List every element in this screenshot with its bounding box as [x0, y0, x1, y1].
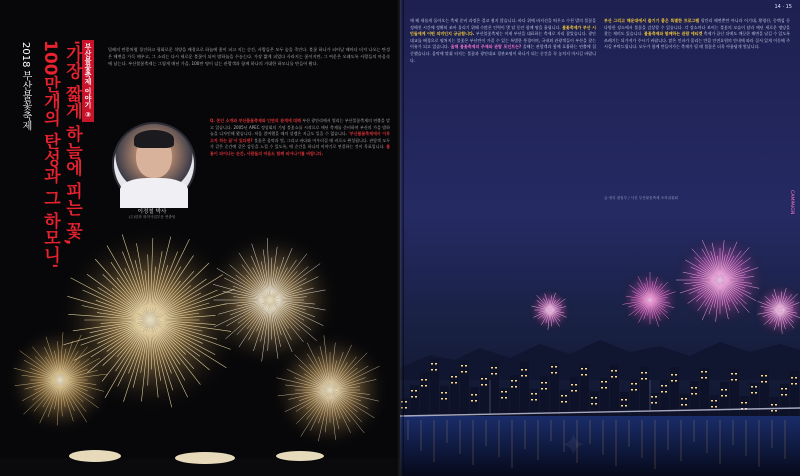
building: [580, 364, 589, 416]
window-light: [631, 383, 633, 385]
window-light: [761, 381, 763, 383]
building: [720, 382, 729, 416]
building: [460, 360, 469, 416]
window-light: [451, 376, 453, 378]
building: [410, 385, 419, 416]
r-col1-question-2: 올해 불꽃축제의 주제와 관람 포인트는?: [450, 44, 522, 50]
window-light: [421, 385, 423, 387]
window-light: [651, 402, 653, 404]
window-light: [675, 374, 677, 376]
window-light: [555, 372, 557, 374]
window-light: [541, 382, 543, 384]
page-gutter: [396, 0, 404, 476]
window-light: [435, 369, 437, 371]
window-light: [621, 405, 623, 407]
window-light: [705, 371, 707, 373]
window-light: [405, 407, 407, 409]
window-light: [681, 404, 683, 406]
window-light: [605, 381, 607, 383]
window-light: [625, 405, 627, 407]
window-light: [545, 382, 547, 384]
title-line-1: '가장 짧게 하늘에 피는 꽃,: [62, 40, 82, 246]
window-light: [425, 379, 427, 381]
right-column-2: [604, 18, 790, 51]
building: [770, 397, 779, 416]
window-light: [501, 397, 503, 399]
window-light: [485, 384, 487, 386]
building: [490, 361, 499, 416]
window-light: [485, 378, 487, 380]
window-light: [565, 401, 567, 403]
window-light: [411, 396, 413, 398]
window-light: [591, 403, 593, 405]
building: [740, 396, 749, 416]
window-light: [465, 371, 467, 373]
title-line-2: 100만개의 탄성과 그 하모니': [40, 40, 60, 269]
window-light: [655, 402, 657, 404]
window-light: [475, 394, 477, 396]
window-light: [645, 378, 647, 380]
building: [450, 373, 459, 416]
window-light: [765, 381, 767, 383]
window-light: [755, 386, 757, 388]
window-light: [711, 406, 713, 408]
window-light: [731, 373, 733, 375]
window-light: [701, 377, 703, 379]
building: [700, 368, 709, 416]
window-light: [515, 380, 517, 382]
window-light: [445, 398, 447, 400]
window-light: [581, 368, 583, 370]
question-2: '부산불꽃축제에서 이루고자 하는 꿈'이 있다면?: [210, 131, 390, 143]
answer-2: 불꽃은 음악과 빛, 그리고 바다와 어우러질 때 비로소 완성됩니다. 관람객 모두가 같은 순간에 같은 감동을 느낄 수 있도록, 매 순간을 하나의 이야기로 연결하는 것이 목표입니다.: [210, 137, 390, 150]
window-light: [495, 367, 497, 369]
r-col2-text-b: 축제가 끝난 뒤에도 깨끗한 해변을 남길 수 있도록 쓰레기는 되가져가 주시기 바랍니다. 많은 인파가 몰리는 만큼 안전요원의 안내에 따라 질서 있게 이동해 주시길 부탁드립니다. 모두가 함께 만들어가는 축제가 될 때 불꽃은 더욱 아름답게 빛납니다.: [604, 31, 791, 50]
window-light: [491, 367, 493, 369]
window-light: [411, 390, 413, 392]
window-light: [795, 383, 797, 385]
window-light: [775, 410, 777, 412]
building: [570, 377, 579, 416]
r-col1-text-c: 올해는 관람객과 함께 호흡하는 연출에 집중했습니다. 음악에 맞춰 터지는 불꽃과 광안대교 경관조명이 하나가 되는 순간을 꼭 놓치지 마시길 바랍니다.: [410, 44, 597, 63]
window-light: [491, 373, 493, 375]
right-page: [400, 0, 800, 476]
window-light: [481, 378, 483, 380]
window-light: [625, 399, 627, 401]
window-light: [535, 393, 537, 395]
window-light: [511, 386, 513, 388]
window-light: [521, 369, 523, 371]
window-light: [621, 399, 623, 401]
window-light: [531, 393, 533, 395]
portrait-role: (주)한화 화약사업부문 연출팀: [128, 215, 176, 219]
building: [710, 395, 719, 416]
window-light: [405, 401, 407, 403]
window-light: [711, 400, 713, 402]
window-light: [631, 389, 633, 391]
window-light: [565, 395, 567, 397]
window-light: [771, 404, 773, 406]
window-light: [575, 390, 577, 392]
window-light: [561, 401, 563, 403]
window-light: [541, 388, 543, 390]
lead-paragraph: 밀레의 만종처럼 경건하고 평화로운 석양을 배경으로 하늘에 꽃이 피고 지는 순간, 사람들은 모두 숨을 죽인다. 불꽃 하나가 피어날 때마다 터져 나오는 탄성은 해변을 가득 메우고, 그 소리는 다시 새로운 불꽃이 되어 밤하늘을 수놓는다. 가장 짧게 피었다 사라지는 꽃이지만, 그 여운은 오래도록 사람들의 마음속에 남는다. 부산불꽃축제는 그렇게 매년 가을, 100만 명이 넘는 관람객과 함께 하나의 거대한 하모니를 만들어 왔다.: [108, 47, 390, 67]
series-label: 부산불꽃축제 이야기 ③: [82, 40, 94, 122]
window-light: [695, 393, 697, 395]
window-light: [685, 404, 687, 406]
page-number: 14 · 15: [774, 4, 792, 10]
window-light: [671, 380, 673, 382]
window-light: [455, 382, 457, 384]
left-body-column: [210, 118, 390, 158]
window-light: [451, 382, 453, 384]
window-light: [595, 397, 597, 399]
window-light: [435, 363, 437, 365]
window-light: [511, 380, 513, 382]
question-1: Q. 본인 소개와 부산불꽃축제와 인연의 관계에 대해: [210, 118, 301, 123]
window-light: [525, 369, 527, 371]
window-light: [445, 392, 447, 394]
window-light: [575, 384, 577, 386]
window-light: [765, 375, 767, 377]
window-light: [615, 370, 617, 372]
window-light: [725, 389, 727, 391]
window-light: [611, 370, 613, 372]
window-light: [641, 372, 643, 374]
window-light: [455, 376, 457, 378]
portrait-shirt: [120, 178, 188, 208]
window-light: [675, 380, 677, 382]
window-light: [595, 403, 597, 405]
window-light: [525, 375, 527, 377]
window-light: [635, 383, 637, 385]
window-light: [505, 391, 507, 393]
window-light: [495, 373, 497, 375]
window-light: [655, 396, 657, 398]
window-light: [665, 385, 667, 387]
right-column-1: [410, 18, 596, 64]
photo-credit: 글·정리 편집부 / 사진 부산불꽃축제 조직위원회: [604, 196, 679, 200]
building: [610, 365, 619, 416]
window-light: [501, 391, 503, 393]
window-light: [415, 396, 417, 398]
fireworks-illustration: [0, 230, 400, 476]
window-light: [721, 389, 723, 391]
window-light: [601, 387, 603, 389]
window-light: [585, 374, 587, 376]
window-light: [415, 390, 417, 392]
window-light: [465, 365, 467, 367]
window-light: [751, 392, 753, 394]
window-light: [425, 385, 427, 387]
window-light: [681, 398, 683, 400]
window-light: [691, 393, 693, 395]
building: [430, 359, 439, 416]
building: [440, 386, 449, 416]
window-light: [581, 374, 583, 376]
window-light: [461, 371, 463, 373]
window-light: [735, 379, 737, 381]
window-light: [781, 394, 783, 396]
window-light: [771, 410, 773, 412]
portrait-name: 이정철 박사: [137, 209, 167, 215]
building: [550, 363, 559, 416]
window-light: [661, 391, 663, 393]
window-light: [731, 379, 733, 381]
window-light: [585, 368, 587, 370]
window-light: [475, 400, 477, 402]
window-light: [545, 388, 547, 390]
building: [600, 378, 609, 416]
window-light: [471, 400, 473, 402]
side-label: CAMPAIGN: [789, 190, 794, 215]
window-light: [471, 394, 473, 396]
window-light: [611, 376, 613, 378]
window-light: [635, 389, 637, 391]
window-light: [651, 396, 653, 398]
window-light: [735, 373, 737, 375]
window-light: [641, 378, 643, 380]
window-light: [431, 363, 433, 365]
window-light: [745, 402, 747, 404]
building: [420, 372, 429, 416]
window-light: [431, 369, 433, 371]
window-light: [551, 366, 553, 368]
window-light: [481, 384, 483, 386]
window-light: [601, 381, 603, 383]
window-light: [531, 399, 533, 401]
portrait-hair: [134, 130, 174, 148]
portrait-photo: [112, 122, 196, 206]
window-light: [505, 397, 507, 399]
window-light: [695, 387, 697, 389]
window-light: [795, 377, 797, 379]
window-light: [441, 392, 443, 394]
window-light: [615, 376, 617, 378]
window-light: [761, 375, 763, 377]
window-light: [515, 386, 517, 388]
window-light: [755, 392, 757, 394]
vertical-title-block: [12, 40, 102, 269]
r-col2-question: 부산 그리고 해운대에서 즐기기 좋은 특별한 프로그램: [604, 18, 700, 23]
window-light: [791, 383, 793, 385]
r-col2-text-a: 광안리 해변뿐만 아니라 이기대, 황령산, 동백섬 등 다양한 장소에서 불꽃을 감상할 수 있습니다. 각 장소마다 보이는 불꽃의 모습이 달라 매년 새로운 명당을 찾는 재미도 있습니다.: [604, 18, 790, 37]
r-col1-question: 불꽃축제가 부산 시민들에게 어떤 의미인지 궁금합니다.: [410, 24, 596, 37]
window-light: [591, 397, 593, 399]
window-light: [671, 374, 673, 376]
closing-highlight: 불꽃이 피어나는 순간, 사람들의 마음도 함께 피어나기를 바랍니다.: [210, 144, 390, 156]
window-light: [715, 400, 717, 402]
window-light: [701, 371, 703, 373]
window-light: [785, 394, 787, 396]
answer-1: 부산 광안리에서 열리는 부산불꽃축제의 연출을 맡고 있습니다. 2005년 APEC 정상회의 기념 불꽃쇼를 시작으로 매년 축제를 준비하며 부산의 가을 밤하늘을 디자인해 왔습니다. 처음 참여했을 때의 설렘은 지금도 잊을 수 없습니다.: [210, 118, 390, 137]
watermark: ✦: [560, 426, 587, 464]
window-light: [741, 402, 743, 404]
title-subtitle: 2018 부산불꽃축제: [20, 42, 31, 131]
window-light: [791, 377, 793, 379]
building: [480, 374, 489, 416]
building: [630, 379, 639, 416]
window-light: [715, 406, 717, 408]
r-col1-text-a: 매 해 새롭게 돌아오는 축제 준비 과정은 결코 쉽지 않습니다. 바다 위에 바지선을 띄우고 수천 발의 불꽃을 정해진 시간에 정확히 쏘아 올리기 위해 수많은 인력이 몇 달 동안 함께 땀을 흘립니다.: [410, 18, 596, 30]
window-light: [535, 399, 537, 401]
window-light: [421, 379, 423, 381]
building: [750, 383, 759, 416]
window-light: [705, 377, 707, 379]
window-light: [685, 398, 687, 400]
window-light: [645, 372, 647, 374]
window-light: [571, 390, 573, 392]
window-light: [551, 372, 553, 374]
r-col2-question-2: 불꽃축제와 함께하는 관람 에티켓: [643, 31, 703, 37]
window-light: [521, 375, 523, 377]
building: [620, 392, 629, 416]
window-light: [555, 366, 557, 368]
window-light: [781, 388, 783, 390]
window-light: [441, 398, 443, 400]
window-light: [561, 395, 563, 397]
window-light: [571, 384, 573, 386]
window-light: [785, 388, 787, 390]
r-col1-text-b: 부산불꽃축제는 이제 부산을 대표하는 축제로 자리 잡았습니다. 광안대교를 배경으로 펼쳐지는 불꽃은 부산만이 가질 수 있는 특별한 풍경이며, 국내외 관광객들이 부산을 찾는 이유가 되고 있습니다.: [410, 31, 596, 50]
window-light: [751, 386, 753, 388]
window-light: [605, 387, 607, 389]
window-light: [721, 395, 723, 397]
window-light: [461, 365, 463, 367]
window-light: [775, 404, 777, 406]
window-light: [661, 385, 663, 387]
window-light: [691, 387, 693, 389]
window-light: [725, 395, 727, 397]
window-light: [665, 391, 667, 393]
